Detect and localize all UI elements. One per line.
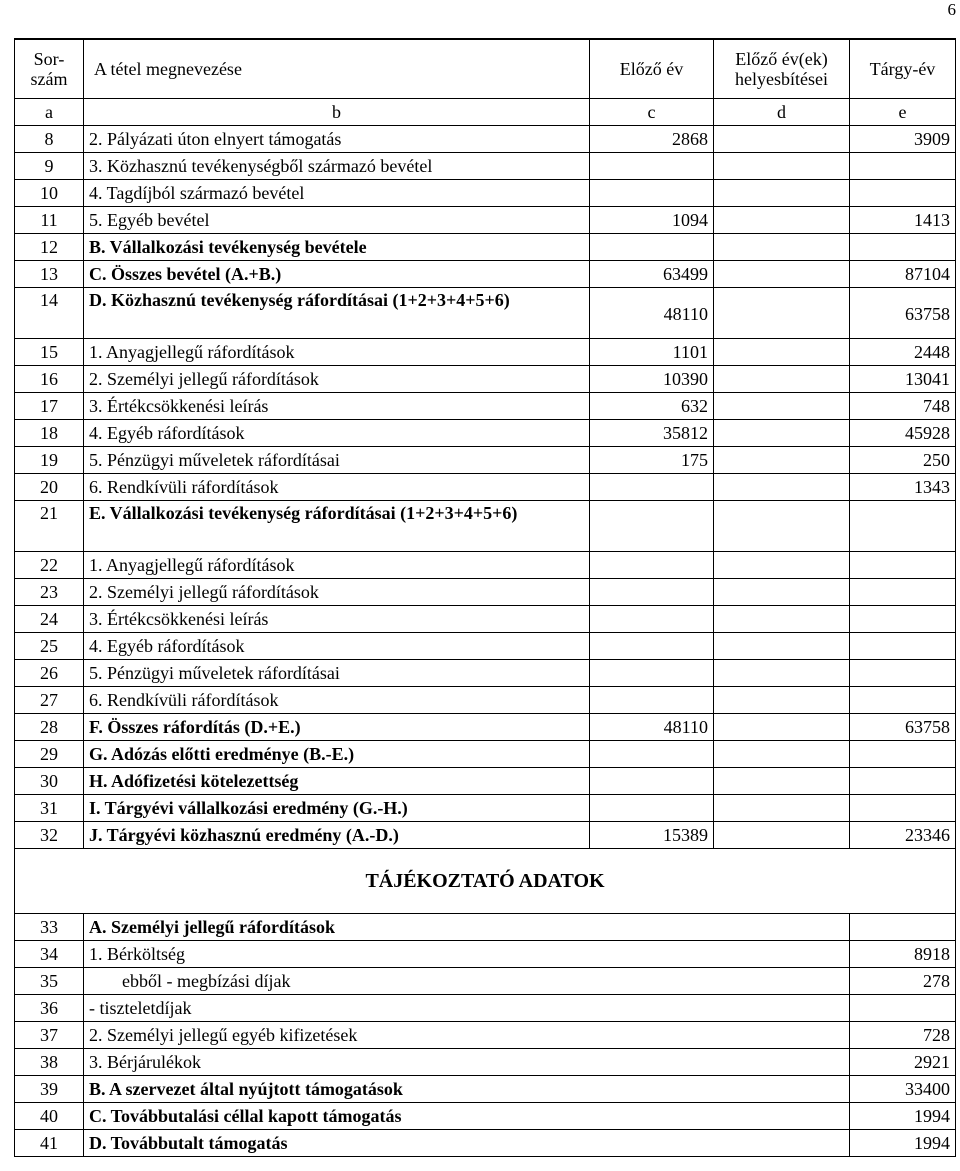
row-number: 15: [15, 339, 84, 366]
row-number: 22: [15, 552, 84, 579]
letter-b: b: [84, 99, 590, 126]
letter-c: c: [590, 99, 714, 126]
info-row-value: 728: [850, 1022, 956, 1049]
row-item-name-text: G. Adózás előtti eredménye (B.-E.): [89, 744, 355, 764]
row-corrections: [714, 687, 850, 714]
row-current-year: 748: [850, 393, 956, 420]
info-row-item-name: [84, 1130, 850, 1157]
row-item-name: [84, 822, 590, 849]
row-current-year: [850, 687, 956, 714]
row-current-year: 87104: [850, 261, 956, 288]
info-row-value: 8918: [850, 941, 956, 968]
row-previous-year: [590, 180, 714, 207]
row-previous-year: [590, 687, 714, 714]
row-item-name: 3. Értékcsökkenési leírás: [84, 606, 590, 633]
row-previous-year: [590, 795, 714, 822]
row-item-name: 1. Anyagjellegű ráfordítások: [84, 552, 590, 579]
info-row-item-name-text: B. A szervezet által nyújtott támogatások: [89, 1079, 403, 1099]
row-number: 14: [15, 288, 84, 339]
info-row: [15, 1130, 956, 1157]
info-row: [15, 914, 956, 941]
table-row: [15, 153, 956, 180]
letter-d: d: [714, 99, 850, 126]
row-current-year: [850, 501, 956, 552]
table-row: [15, 207, 956, 234]
info-row-number: 41: [15, 1130, 84, 1157]
table-row: [15, 687, 956, 714]
row-item-name: 4. Tagdíjból származó bevétel: [84, 180, 590, 207]
table-row: [15, 633, 956, 660]
row-number: 11: [15, 207, 84, 234]
row-previous-year: [590, 234, 714, 261]
row-corrections: [714, 474, 850, 501]
info-row: [15, 941, 956, 968]
row-number: 10: [15, 180, 84, 207]
info-row-number: 36: [15, 995, 84, 1022]
info-row-item-name: 2. Személyi jellegű egyéb kifizetések: [84, 1022, 850, 1049]
table-row: [15, 501, 956, 552]
row-number: 30: [15, 768, 84, 795]
row-previous-year: 48110: [590, 288, 714, 339]
info-row: [15, 1049, 956, 1076]
row-previous-year: [590, 552, 714, 579]
row-previous-year: 15389: [590, 822, 714, 849]
info-row-value: 278: [850, 968, 956, 995]
row-corrections: [714, 366, 850, 393]
row-item-name: 5. Pénzügyi műveletek ráfordításai: [84, 447, 590, 474]
row-corrections: [714, 234, 850, 261]
info-row-value: [850, 995, 956, 1022]
row-corrections: [714, 660, 850, 687]
row-item-name: 1. Anyagjellegű ráfordítások: [84, 339, 590, 366]
row-number: 26: [15, 660, 84, 687]
table-header-row: [15, 39, 956, 99]
row-corrections: [714, 552, 850, 579]
row-item-name: 2. Személyi jellegű ráfordítások: [84, 366, 590, 393]
table-row: [15, 447, 956, 474]
info-row-item-name: 3. Bérjárulékok: [84, 1049, 850, 1076]
row-current-year: [850, 633, 956, 660]
info-row-item-name-text: A. Személyi jellegű ráfordítások: [89, 917, 335, 937]
info-row-value: 33400: [850, 1076, 956, 1103]
info-row-number: 40: [15, 1103, 84, 1130]
row-item-name: 5. Pénzügyi műveletek ráfordításai: [84, 660, 590, 687]
header-row-number: Sor-szám: [15, 39, 84, 99]
row-corrections: [714, 339, 850, 366]
info-row-value: 2921: [850, 1049, 956, 1076]
row-corrections: [714, 633, 850, 660]
table-row: [15, 795, 956, 822]
row-previous-year: [590, 633, 714, 660]
info-row-item-name-text: C. Továbbutalási céllal kapott támogatás: [89, 1106, 402, 1126]
info-row-item-name: ebből - megbízási díjak: [84, 968, 850, 995]
info-row-number: 38: [15, 1049, 84, 1076]
row-current-year: [850, 579, 956, 606]
info-row-number: 33: [15, 914, 84, 941]
info-row-number: 37: [15, 1022, 84, 1049]
row-previous-year: 35812: [590, 420, 714, 447]
row-corrections: [714, 822, 850, 849]
info-row-item-name-text: D. Továbbutalt támogatás: [89, 1133, 288, 1153]
row-number: 18: [15, 420, 84, 447]
info-row-value: 1994: [850, 1103, 956, 1130]
row-current-year: [850, 552, 956, 579]
row-current-year: [850, 180, 956, 207]
header-previous-year: Előző év: [590, 39, 714, 99]
info-row-value: [850, 914, 956, 941]
row-current-year: 63758: [850, 288, 956, 339]
row-item-name: [84, 714, 590, 741]
header-current-year: Tárgy-év: [850, 39, 956, 99]
info-row-number: 34: [15, 941, 84, 968]
row-number: 29: [15, 741, 84, 768]
row-number: 13: [15, 261, 84, 288]
row-item-name: 2. Pályázati úton elnyert támogatás: [84, 126, 590, 153]
financial-report-table: [14, 38, 956, 1157]
row-item-name-text: D. Közhasznú tevékenység ráfordításai (1+2+3+4+5+6): [89, 290, 510, 310]
row-corrections: [714, 501, 850, 552]
row-current-year: 63758: [850, 714, 956, 741]
row-item-name: 5. Egyéb bevétel: [84, 207, 590, 234]
table-row: [15, 366, 956, 393]
row-number: 28: [15, 714, 84, 741]
table-row: [15, 660, 956, 687]
row-previous-year: 632: [590, 393, 714, 420]
row-item-name: 6. Rendkívüli ráfordítások: [84, 687, 590, 714]
row-current-year: 1343: [850, 474, 956, 501]
row-item-name: 4. Egyéb ráfordítások: [84, 633, 590, 660]
row-number: 9: [15, 153, 84, 180]
table-row: [15, 393, 956, 420]
row-number: 8: [15, 126, 84, 153]
row-previous-year: 48110: [590, 714, 714, 741]
row-item-name-text: H. Adófizetési kötelezettség: [89, 771, 299, 791]
row-previous-year: 2868: [590, 126, 714, 153]
table-row: [15, 741, 956, 768]
row-number: 20: [15, 474, 84, 501]
row-item-name-text: F. Összes ráfordítás (D.+E.): [89, 717, 301, 737]
row-current-year: [850, 795, 956, 822]
row-corrections: [714, 126, 850, 153]
row-corrections: [714, 288, 850, 339]
row-corrections: [714, 579, 850, 606]
row-number: 19: [15, 447, 84, 474]
row-number: 17: [15, 393, 84, 420]
info-row-item-name: [84, 1076, 850, 1103]
row-current-year: [850, 660, 956, 687]
info-section-row: [15, 849, 956, 914]
info-row-item-name: - tiszteletdíjak: [84, 995, 850, 1022]
table-row: [15, 339, 956, 366]
table-row: [15, 261, 956, 288]
row-corrections: [714, 768, 850, 795]
row-number: 12: [15, 234, 84, 261]
row-number: 31: [15, 795, 84, 822]
row-number: 21: [15, 501, 84, 552]
row-previous-year: [590, 153, 714, 180]
row-previous-year: 1101: [590, 339, 714, 366]
table-row: [15, 126, 956, 153]
row-corrections: [714, 795, 850, 822]
row-item-name: [84, 234, 590, 261]
row-item-name: 4. Egyéb ráfordítások: [84, 420, 590, 447]
info-row: [15, 968, 956, 995]
row-item-name: [84, 741, 590, 768]
row-number: 16: [15, 366, 84, 393]
row-previous-year: 175: [590, 447, 714, 474]
row-corrections: [714, 207, 850, 234]
row-current-year: 3909: [850, 126, 956, 153]
info-section-title: TÁJÉKOZTATÓ ADATOK: [15, 849, 956, 914]
table-row: [15, 579, 956, 606]
info-row-number: 39: [15, 1076, 84, 1103]
row-current-year: 2448: [850, 339, 956, 366]
row-previous-year: [590, 660, 714, 687]
column-letter-row: [15, 99, 956, 126]
row-item-name-text: J. Tárgyévi közhasznú eredmény (A.-D.): [89, 825, 399, 845]
row-item-name-text: I. Tárgyévi vállalkozási eredmény (G.-H.): [89, 798, 408, 818]
table-row: [15, 714, 956, 741]
letter-a: a: [15, 99, 84, 126]
row-number: 25: [15, 633, 84, 660]
row-corrections: [714, 447, 850, 474]
row-corrections: [714, 606, 850, 633]
info-row-item-name: [84, 914, 850, 941]
row-corrections: [714, 714, 850, 741]
row-number: 24: [15, 606, 84, 633]
row-current-year: [850, 741, 956, 768]
row-corrections: [714, 153, 850, 180]
row-item-name-text: B. Vállalkozási tevékenység bevétele: [89, 237, 367, 257]
row-current-year: 23346: [850, 822, 956, 849]
row-current-year: 250: [850, 447, 956, 474]
row-corrections: [714, 180, 850, 207]
info-row-number: 35: [15, 968, 84, 995]
info-row: [15, 1022, 956, 1049]
row-corrections: [714, 741, 850, 768]
table-row: [15, 768, 956, 795]
row-item-name: [84, 501, 590, 552]
row-item-name: 3. Értékcsökkenési leírás: [84, 393, 590, 420]
row-item-name: [84, 261, 590, 288]
row-number: 27: [15, 687, 84, 714]
row-item-name: 3. Közhasznú tevékenységből származó bevétel: [84, 153, 590, 180]
info-row: [15, 1103, 956, 1130]
table-row: [15, 552, 956, 579]
page-number: 6: [947, 0, 956, 19]
letter-e: e: [850, 99, 956, 126]
table-row: [15, 180, 956, 207]
info-row-item-name: 1. Bérköltség: [84, 941, 850, 968]
table-row: [15, 234, 956, 261]
row-current-year: [850, 234, 956, 261]
row-corrections: [714, 393, 850, 420]
row-current-year: 13041: [850, 366, 956, 393]
row-current-year: 45928: [850, 420, 956, 447]
row-previous-year: [590, 741, 714, 768]
row-item-name: 2. Személyi jellegű ráfordítások: [84, 579, 590, 606]
row-corrections: [714, 261, 850, 288]
table-row: [15, 288, 956, 339]
table-row: [15, 606, 956, 633]
table-row: [15, 420, 956, 447]
info-row-value: 1994: [850, 1130, 956, 1157]
row-previous-year: 63499: [590, 261, 714, 288]
info-row: [15, 995, 956, 1022]
table-row: [15, 474, 956, 501]
header-item-name: A tétel megnevezése: [84, 39, 590, 99]
info-row: [15, 1076, 956, 1103]
row-current-year: [850, 606, 956, 633]
row-item-name: 6. Rendkívüli ráfordítások: [84, 474, 590, 501]
table-row: [15, 822, 956, 849]
row-previous-year: [590, 606, 714, 633]
row-previous-year: 10390: [590, 366, 714, 393]
row-item-name-text: E. Vállalkozási tevékenység ráfordításai (1+2+3+4+5+6): [89, 503, 518, 523]
row-current-year: 1413: [850, 207, 956, 234]
row-current-year: [850, 153, 956, 180]
row-number: 23: [15, 579, 84, 606]
row-item-name: [84, 768, 590, 795]
row-previous-year: [590, 768, 714, 795]
row-number: 32: [15, 822, 84, 849]
row-previous-year: [590, 474, 714, 501]
row-previous-year: 1094: [590, 207, 714, 234]
row-item-name-text: C. Összes bevétel (A.+B.): [89, 264, 282, 284]
row-previous-year: [590, 501, 714, 552]
row-previous-year: [590, 579, 714, 606]
row-item-name: [84, 795, 590, 822]
header-corrections: Előző év(ek) helyesbítései: [714, 39, 850, 99]
info-row-item-name: [84, 1103, 850, 1130]
row-corrections: [714, 420, 850, 447]
row-current-year: [850, 768, 956, 795]
row-item-name: [84, 288, 590, 339]
